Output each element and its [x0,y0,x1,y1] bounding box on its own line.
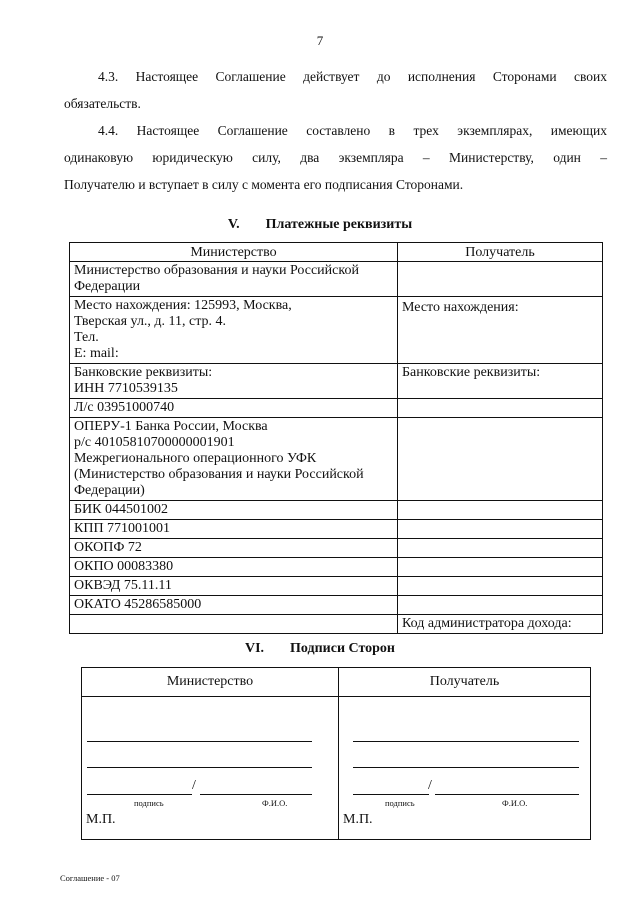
recipient-cell [398,520,603,539]
ministry-signature-block [82,697,339,840]
table-row [70,520,603,539]
cell-line: ОКАТО 45286585000 [74,597,202,612]
cell-line: Федерации [74,279,141,294]
cell-line: Место нахождения: 125993, Москва, [74,298,292,313]
page-number: 7 [316,33,324,48]
paragraph-line: обязательств. [64,96,141,111]
paragraph-line: 4.3. Настоящее Соглашение действует до исполнения Сторонами своих [98,69,607,84]
cell-line: Л/с 03951000740 [74,400,175,415]
table-row [70,539,603,558]
table-row [70,615,603,634]
okopf-cell [70,539,398,558]
section-heading-payment [0,217,640,233]
recipient-cell [398,262,603,297]
stamp-label: М.П. [343,812,373,827]
cell-line: Министерство образования и науки Российской [74,263,359,278]
footer-doc-id: Соглашение - 07 [60,873,120,883]
section-title: Платежные реквизиты [265,217,413,232]
cell-line: Федерации) [74,483,145,498]
cell-line: ИНН 7710539135 [74,381,178,396]
bik-cell [70,501,398,520]
cell-line: р/с 40105810700000001901 [74,435,235,450]
cell-line: ОПЕРУ-1 Банка России, Москва [74,419,268,434]
cell-line: ОКОПФ 72 [74,540,142,555]
table-row [70,399,603,418]
name-line [435,794,579,795]
paragraph-4-4 [64,117,607,198]
signature-separator: / [428,778,432,793]
section-heading-signatures [0,641,640,657]
paragraph-line: Получателю и вступает в силу с момента его подписания Сторонами. [64,177,464,192]
cell-line: БИК 044501002 [74,502,168,517]
signature-caption: подпись [385,798,415,808]
recipient-address-cell: Место нахождения: [398,297,603,364]
recipient-cell [398,501,603,520]
cell-line: Банковские реквизиты: [74,365,213,380]
signature-separator: / [192,778,196,793]
section-title: Подписи Сторон [290,641,395,656]
signature-line [87,794,192,795]
signature-line [353,794,429,795]
section-number: V. [227,217,240,232]
stamp-label: М.П. [86,812,116,827]
signature-line [353,767,579,768]
paragraph-line: одинаковую юридическую силу, два экземпляра – Министерству, один – [64,150,607,165]
okved-cell [70,577,398,596]
table-row [70,558,603,577]
signature-header-recipient: Получатель [339,668,591,697]
paragraph-line: 4.4. Настоящее Соглашение составлено в трех экземплярах, имеющих [98,123,607,138]
section-number: VI. [244,641,265,656]
cell-line: ОКПО 00083380 [74,559,174,574]
signature-header-ministry: Министерство [82,668,339,697]
empty-cell [70,615,398,634]
table-row [70,501,603,520]
cell-line: Тверская ул., д. 11, стр. 4. [74,314,227,329]
signature-line [353,741,579,742]
signature-line [87,741,312,742]
bank-details-cell [70,418,398,501]
account-cell [70,399,398,418]
recipient-cell [398,577,603,596]
okpo-cell [70,558,398,577]
revenue-admin-code-cell: Код администратора дохода: [398,615,603,634]
cell-line: E: mail: [74,346,119,361]
recipient-cell [398,558,603,577]
cell-line: (Министерство образования и науки Российской [74,467,364,482]
recipient-cell [398,539,603,558]
recipient-bank-cell: Банковские реквизиты: [398,364,603,399]
table-row [70,577,603,596]
paragraph-4-3 [64,63,607,117]
ministry-address-cell [70,297,398,364]
recipient-cell [398,399,603,418]
ministry-bank-cell [70,364,398,399]
table-header-row [70,243,603,262]
okato-cell [70,596,398,615]
table-row [70,297,603,364]
name-caption: Ф.И.О. [262,798,288,808]
ministry-name-cell [70,262,398,297]
table-row [70,596,603,615]
cell-line: КПП 771001001 [74,521,171,536]
table-row [70,364,603,399]
cell-line: Тел. [74,330,99,345]
recipient-signature-block [339,697,591,840]
name-line [200,794,312,795]
header-recipient: Получатель [398,243,603,262]
cell-line: Межрегионального операционного УФК [74,451,317,466]
cell-line: ОКВЭД 75.11.11 [74,578,172,593]
signature-line [87,767,312,768]
table-row [70,418,603,501]
recipient-cell [398,418,603,501]
table-header-row [82,668,591,697]
payment-requisites-table [69,242,603,634]
kpp-cell [70,520,398,539]
signatures-table [81,667,591,840]
signature-caption: подпись [134,798,164,808]
header-ministry: Министерство [70,243,398,262]
signature-row [82,697,591,840]
recipient-cell [398,596,603,615]
table-row [70,262,603,297]
name-caption: Ф.И.О. [502,798,528,808]
